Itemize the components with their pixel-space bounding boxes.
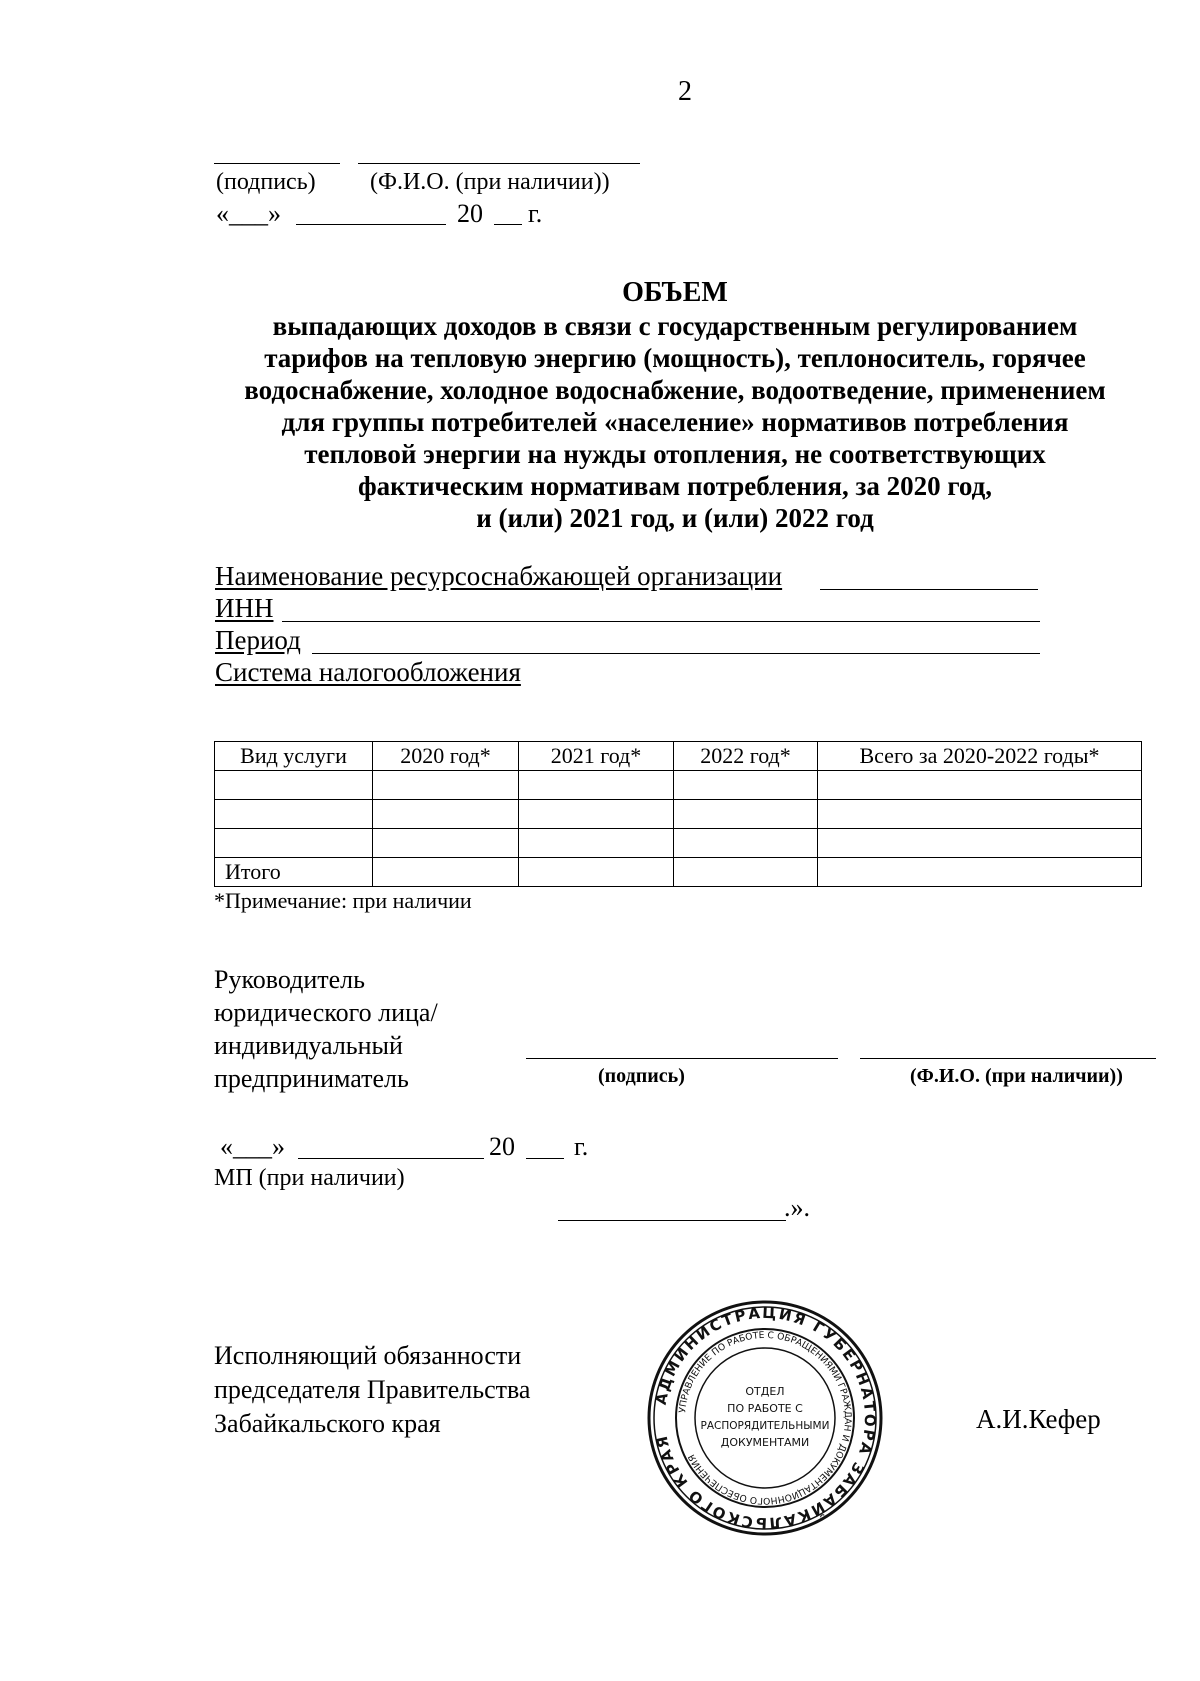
table-cell[interactable] bbox=[519, 858, 674, 887]
svg-text:УПРАВЛЕНИЕ ПО РАБОТЕ С ОБРАЩЕН bbox=[677, 1330, 853, 1506]
services-table bbox=[214, 741, 1142, 887]
head-title-line: Руководитель bbox=[214, 965, 365, 994]
date-month-line bbox=[296, 224, 446, 225]
table-cell[interactable] bbox=[674, 800, 818, 829]
signature-caption: (подпись) bbox=[216, 169, 316, 195]
date-year-suffix: г. bbox=[528, 199, 543, 228]
table-cell[interactable] bbox=[818, 858, 1142, 887]
head-name-caption: (Ф.И.О. (при наличии)) bbox=[910, 1065, 1123, 1087]
table-cell[interactable] bbox=[373, 858, 519, 887]
org-name-line bbox=[820, 589, 1038, 590]
inn-label: ИНН bbox=[215, 593, 274, 623]
closing-line bbox=[558, 1220, 786, 1221]
stamp-center-line: ПО РАБОТЕ С bbox=[727, 1402, 803, 1415]
tax-system-label: Система налогообложения bbox=[215, 657, 521, 687]
title-line: тепловой энергии на нужды отопления, не соответствующих bbox=[304, 439, 1046, 469]
table-cell[interactable] bbox=[674, 771, 818, 800]
stamp-center-line: ОТДЕЛ bbox=[745, 1385, 785, 1398]
closing-quote: .». bbox=[784, 1193, 810, 1222]
title-line: и (или) 2021 год, и (или) 2022 год bbox=[476, 503, 874, 533]
head-name-line bbox=[860, 1058, 1156, 1059]
document-title bbox=[200, 276, 1150, 534]
page-number: 2 bbox=[678, 76, 692, 107]
title-line: фактическим нормативам потребления, за 2020 год, bbox=[357, 471, 993, 501]
table-header-row bbox=[215, 742, 1142, 771]
seal-caption: МП (при наличии) bbox=[214, 1165, 405, 1191]
table-cell[interactable] bbox=[674, 858, 818, 887]
title-heading: ОБЪЕМ bbox=[622, 277, 728, 308]
table-cell[interactable] bbox=[519, 800, 674, 829]
head-title-line: индивидуальный bbox=[214, 1031, 403, 1060]
table-cell[interactable] bbox=[519, 771, 674, 800]
head-signature-line bbox=[526, 1058, 838, 1059]
head-title-line: юридического лица/ bbox=[214, 998, 438, 1027]
table-cell[interactable] bbox=[818, 829, 1142, 858]
title-line: выпадающих доходов в связи с государственным регулированием bbox=[272, 311, 1078, 341]
head-date-year-suffix: г. bbox=[574, 1132, 589, 1161]
column-header: 2022 год* bbox=[674, 742, 818, 771]
table-cell[interactable] bbox=[674, 829, 818, 858]
head-title bbox=[214, 963, 438, 1095]
stamp-inner-text: УПРАВЛЕНИЕ ПО РАБОТЕ С ОБРАЩЕНИЯМИ ГРАЖДАН И ДОКУМЕНТАЦИОННОГО ОБЕСПЕЧЕНИЯ bbox=[677, 1329, 854, 1507]
table-cell[interactable] bbox=[373, 771, 519, 800]
title-line: для группы потребителей «население» нормативов потребления bbox=[281, 407, 1069, 437]
table-row bbox=[215, 829, 1142, 858]
title-line: водоснабжение, холодное водоснабжение, водоотведение, применением bbox=[244, 375, 1106, 405]
stamp-outer-text: АДМИНИСТРАЦИЯ ГУБЕРНАТОРА ЗАБАЙКАЛЬСКОГО КРАЯ bbox=[651, 1303, 880, 1533]
table-cell[interactable] bbox=[215, 800, 373, 829]
title-line: тарифов на тепловую энергию (мощность), теплоноситель, горячее bbox=[264, 343, 1086, 373]
head-title-line: предприниматель bbox=[214, 1064, 409, 1093]
column-header: 2020 год* bbox=[373, 742, 519, 771]
total-label: Итого bbox=[215, 858, 373, 887]
name-line bbox=[358, 163, 640, 164]
date-year-line bbox=[494, 224, 522, 225]
table-cell[interactable] bbox=[215, 829, 373, 858]
position-line: Забайкальского края bbox=[214, 1409, 441, 1438]
table-cell[interactable] bbox=[818, 800, 1142, 829]
inn-line bbox=[282, 621, 1040, 622]
table-cell[interactable] bbox=[818, 771, 1142, 800]
table-row bbox=[215, 800, 1142, 829]
stamp-center-line: ДОКУМЕНТАМИ bbox=[720, 1436, 810, 1449]
signatory-position bbox=[214, 1339, 530, 1441]
org-name-label: Наименование ресурсоснабжающей организации bbox=[215, 561, 783, 591]
total-row bbox=[215, 858, 1142, 887]
table-cell[interactable] bbox=[373, 800, 519, 829]
head-date-day: «___» bbox=[220, 1132, 285, 1161]
position-line: Исполняющий обязанности bbox=[214, 1341, 522, 1370]
date-day: «___» bbox=[216, 199, 281, 228]
table-row bbox=[215, 771, 1142, 800]
name-caption: (Ф.И.О. (при наличии)) bbox=[370, 169, 610, 195]
table-cell[interactable] bbox=[519, 829, 674, 858]
column-header: Всего за 2020-2022 годы* bbox=[818, 742, 1142, 771]
signature-line bbox=[214, 163, 340, 164]
table-note: *Примечание: при наличии bbox=[214, 888, 472, 913]
stamp-center-line: РАСПОРЯДИТЕЛЬНЫМИ bbox=[700, 1420, 830, 1432]
signatory-name: А.И.Кефер bbox=[976, 1404, 1101, 1434]
official-stamp bbox=[645, 1298, 885, 1538]
table-cell[interactable] bbox=[373, 829, 519, 858]
head-date-year-line bbox=[526, 1158, 564, 1159]
column-header: 2021 год* bbox=[519, 742, 674, 771]
period-line bbox=[312, 653, 1040, 654]
table-cell[interactable] bbox=[215, 771, 373, 800]
period-label: Период bbox=[215, 625, 301, 655]
head-date-year-prefix: 20 bbox=[489, 1132, 515, 1161]
position-line: председателя Правительства bbox=[214, 1375, 531, 1404]
column-header: Вид услуги bbox=[215, 742, 373, 771]
head-signature-caption: (подпись) bbox=[598, 1065, 685, 1087]
date-year-prefix: 20 bbox=[457, 199, 483, 228]
head-date-month-line bbox=[298, 1158, 484, 1159]
